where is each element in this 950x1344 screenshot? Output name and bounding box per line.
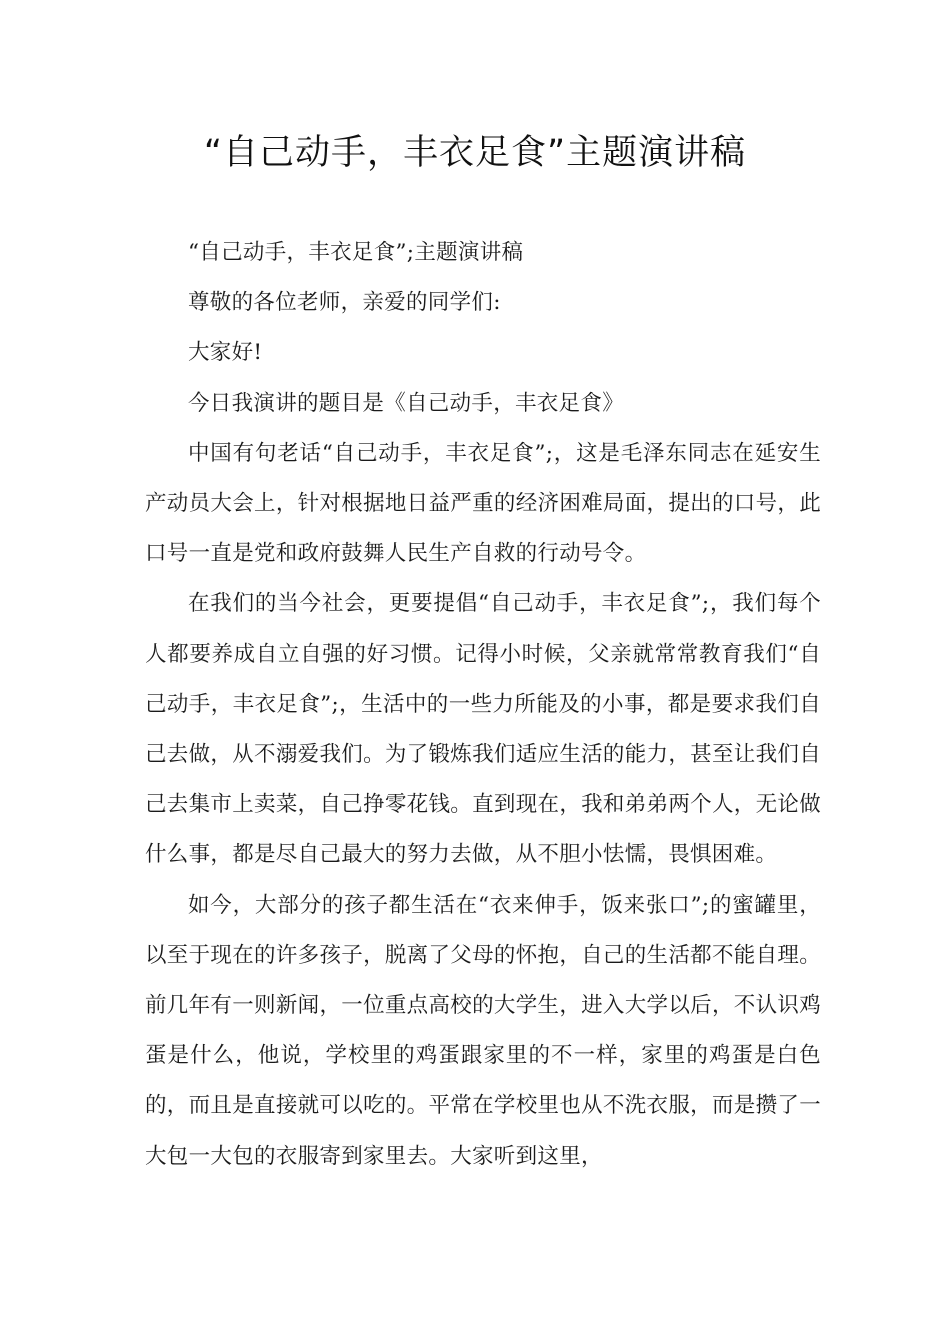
document-body [145, 228, 821, 1182]
paragraph-salutation: 尊敬的各位老师，亲爱的同学们: [188, 290, 501, 316]
document-title: “自己动手，丰衣足食”主题演讲稿 [203, 133, 747, 173]
paragraph-greeting: 大家好! [188, 340, 263, 366]
paragraph-body: 在我们的当今社会，更要提倡“自己动手，丰衣足食”;，我们每个人都要养成自立自强的好习惯。记得小时候，父亲就常常教育我们“自己动手，丰衣足食”;，生活中的一些力所能及的小事，都是要求我们自己去做，从不溺爱我们。为了锻炼我们适应生活的能力，甚至让我们自己去集市上卖菜，自己挣零花钱。直到现在，我和弟弟两个人，无论做什么事，都是尽自己最大的努力去做，从不胆小怯懦，畏惧困难。 [145, 591, 821, 868]
paragraph-topic: 今日我演讲的题目是《自己动手，丰衣足食》 [188, 390, 625, 416]
paragraph-body: 如今，大部分的孩子都生活在“衣来伸手，饭来张口”;的蜜罐里，以至于现在的许多孩子，脱离了父母的怀抱，自己的生活都不能自理。前几年有一则新闻，一位重点高校的大学生，进入大学以后，不认识鸡蛋是什么，他说，学校里的鸡蛋跟家里的不一样，家里的鸡蛋是白色的，而且是直接就可以吃的。平常在学校里也从不洗衣服，而是攒了一大包一大包的衣服寄到家里去。大家听到这里， [145, 892, 821, 1169]
paragraph-subtitle: “自己动手，丰衣足食”;主题演讲稿 [188, 240, 524, 265]
paragraph-body: 中国有句老话“自己动手，丰衣足食”;，这是毛泽东同志在延安生产动员大会上，针对根据地日益严重的经济困难局面，提出的口号，此口号一直是党和政府鼓舞人民生产自救的行动号令。 [145, 440, 821, 567]
